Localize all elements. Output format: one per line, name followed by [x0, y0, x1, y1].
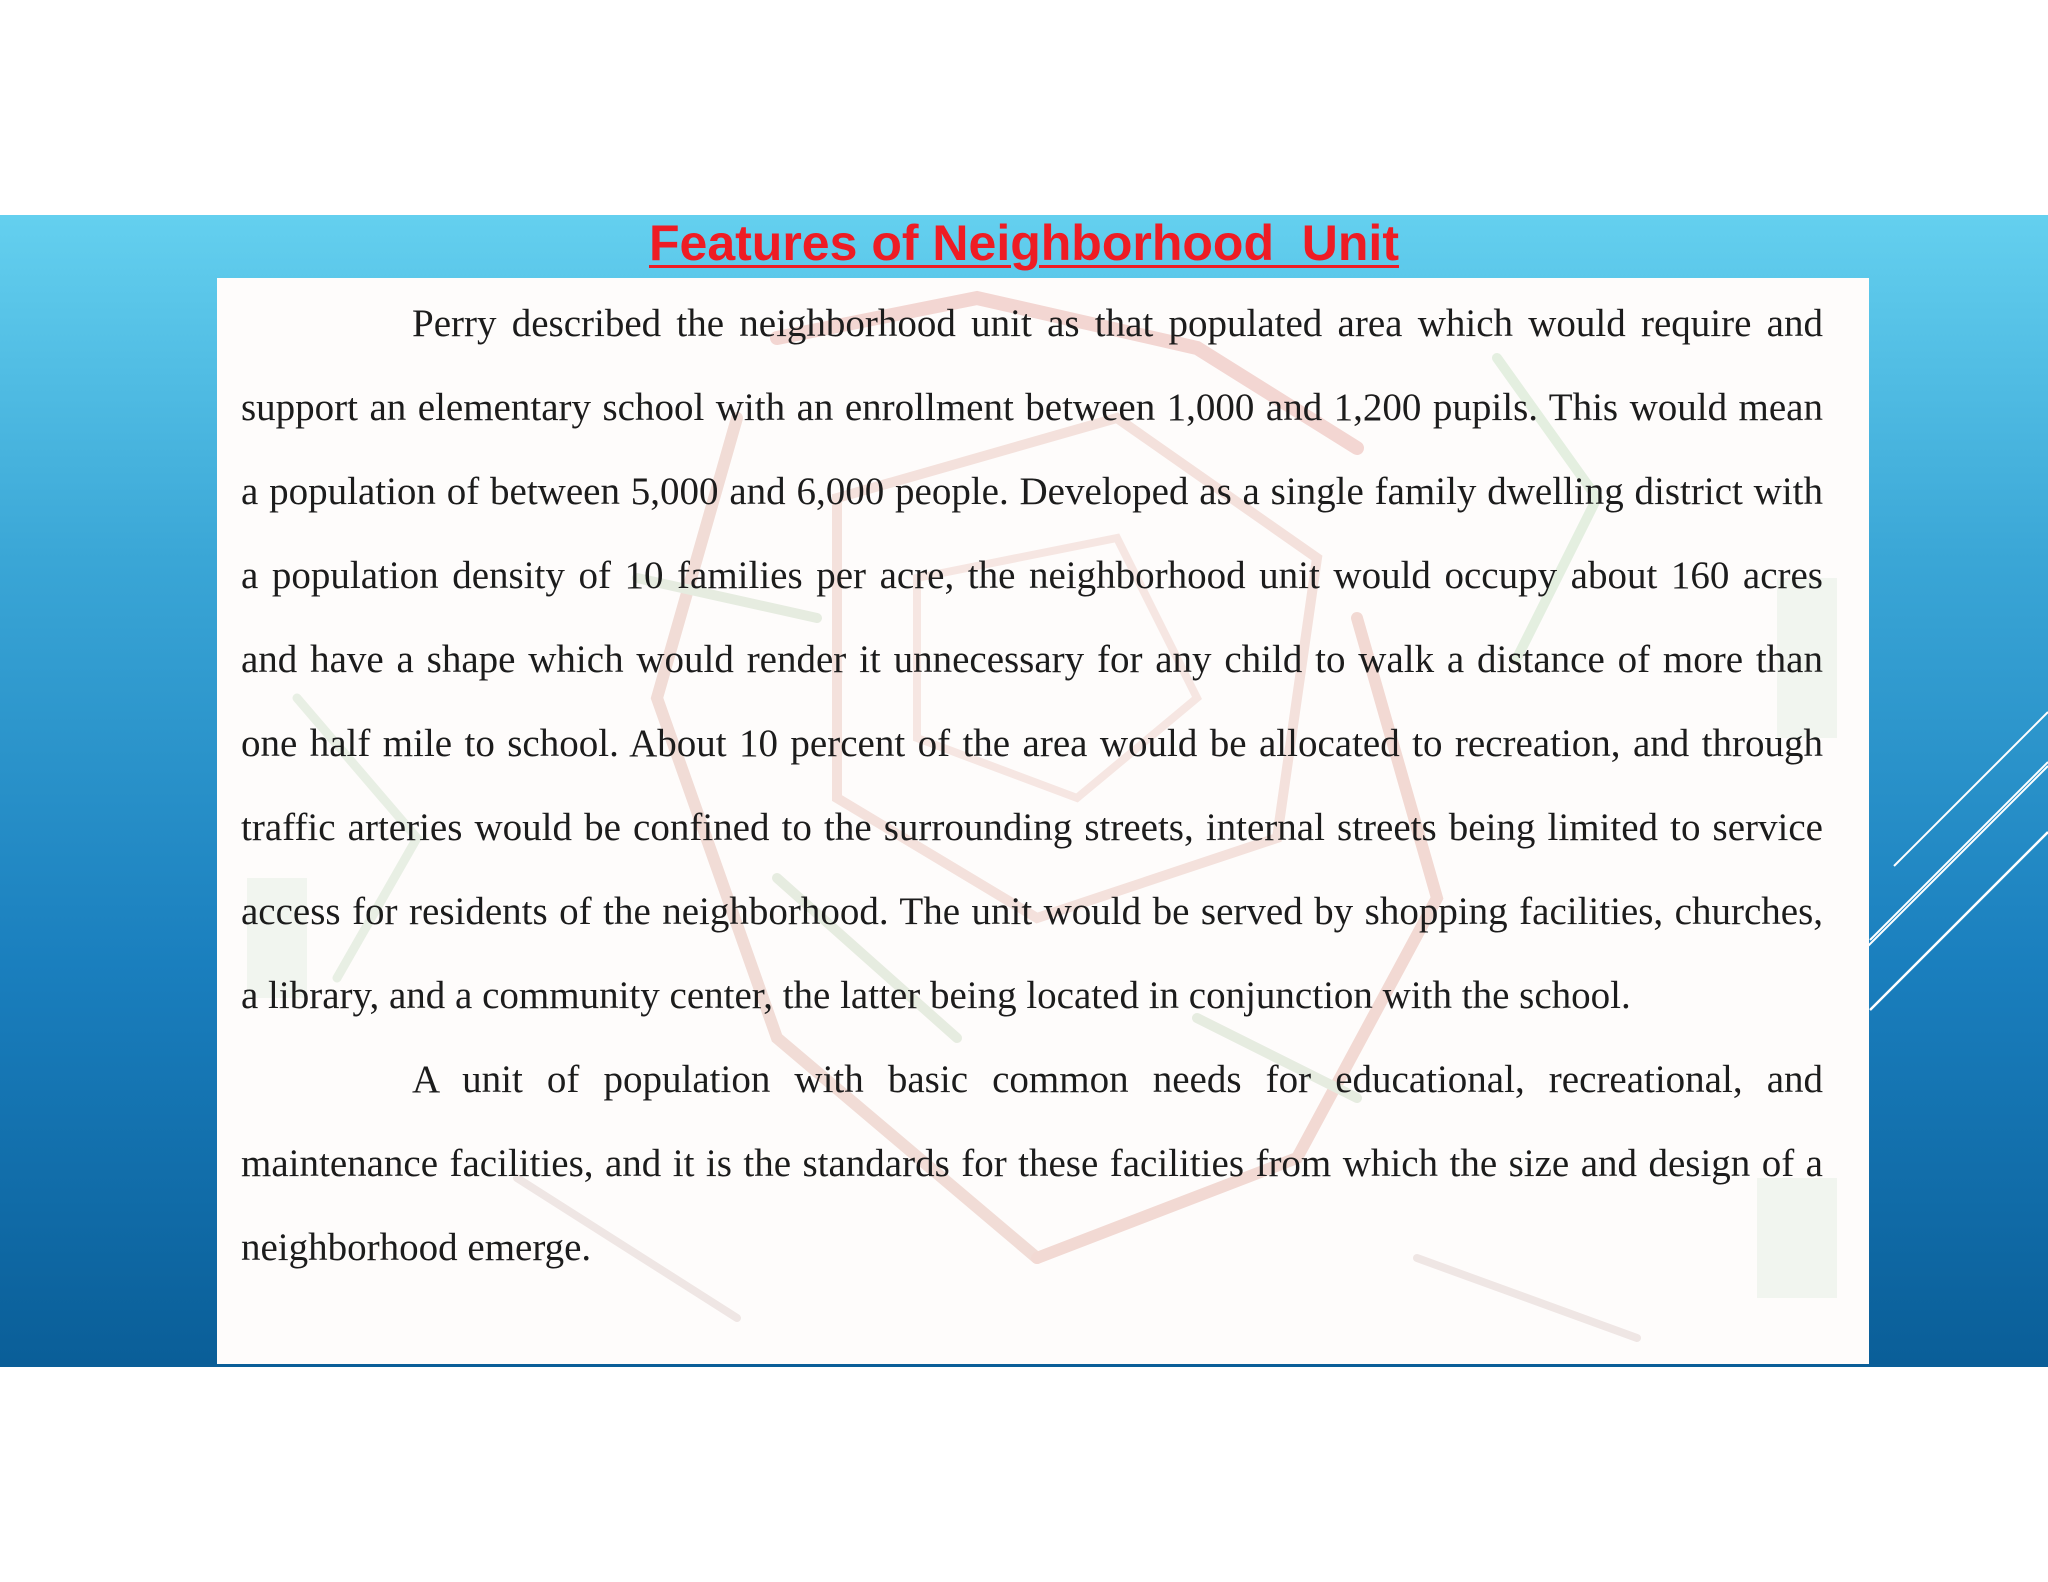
paragraph-1: Perry described the neighborhood unit as that populated area which would require and support an elementary school with an enrollment between 1,000 and 1,200 pupils. This would mean a population of between 5,000 and 6,000 people. Developed as a single family dwelling district with a population density of 10 families per acre, the neighborhood unit would occupy about 160 acres and have a shape which would render it unnecessary for any child to walk a distance of more than one half mile to school. About 10 percent of the area would be allocated to recreation, and through traffic arteries would be confined to the surrounding streets, internal streets being limited to service access for residents of the neighborhood. The unit would be served by shopping facilities, churches, a library, and a community center, the latter being located in conjunction with the school. [241, 302, 1823, 1017]
body-text [241, 282, 1823, 1290]
paragraph-2: A unit of population with basic common needs for educational, recreational, and maintenance facilities, and it is the standards for these facilities from which the size and design of a neighborhood emerge. [241, 1058, 1823, 1269]
slide-title: Features of Neighborhood Unit [649, 215, 1399, 271]
text-image-panel [217, 278, 1869, 1364]
diagonal-lines-decoration [1860, 700, 2048, 1030]
